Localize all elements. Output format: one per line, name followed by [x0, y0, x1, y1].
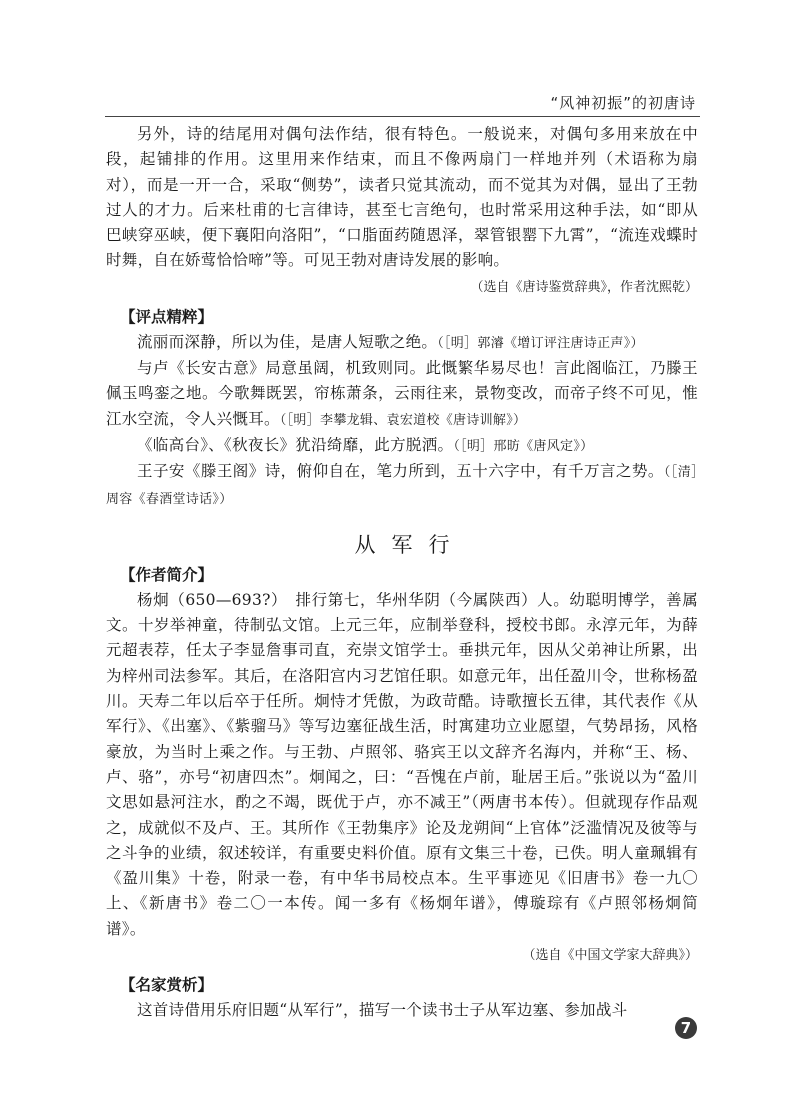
appreciation-heading: 【名家赏析】	[120, 976, 214, 995]
review-text: 《临高台》、《秋夜长》犹沿绮靡，此方脱洒。	[137, 435, 454, 454]
review-cite: （［明］邢昉《唐风定》）	[453, 438, 594, 454]
poem-title: 从军行	[354, 532, 466, 557]
header-title: “风神初振”的初唐诗	[550, 94, 696, 112]
appreciation-paragraph: 这首诗借用乐府旧题“从军行”，描写一个读书士子从军边塞、参加战斗	[137, 1001, 628, 1020]
review-cite: （［清］周容《春酒堂诗话》）	[106, 465, 699, 507]
analysis-paragraph: 另外，诗的结尾用对偶句法作结，很有特色。一般说来，对偶句多用来放在中段，起铺排的作用。这里用来作结束，而且不像两扇门一样地并列（术语称为扇对），而是一开一合，采取“侧势”，读者只觉其流动，而不觉其为对偶，显出了王勃过人的才力。后来杜甫的七言律诗，甚至七言绝句，也时常采用这种手法，如“即从巴峡穿巫峡，便下襄阳向洛阳”，“口脂面药随恩泽，翠管银罂下九霄”，“流连戏蝶时时舞，自在娇莺恰恰啼”等。可见王勃对唐诗发展的影响。	[106, 125, 698, 270]
review-text: 与卢《长安古意》局意虽阔，机致则同。此慨繁华易尽也！言此阁临江，乃滕王佩玉鸣銮之地。今歌舞既罢，帘栋萧条，云雨往来，景物变改，而帝子终不可见，惟江水空流，令人兴慨耳。	[106, 359, 698, 428]
review-heading: 【评点精粹】	[120, 307, 214, 326]
review-item	[106, 433, 698, 459]
running-header	[105, 92, 700, 117]
author-source: （选自《中国文学家大辞典》）	[522, 948, 698, 964]
review-cite: （［明］李攀龙辑、袁宏道校《唐诗训解》）	[279, 412, 527, 428]
analysis-source: （选自《唐诗鉴赏辞典》，作者沈熙乾）	[470, 279, 698, 295]
review-item	[106, 330, 698, 356]
author-bio: 杨炯（650—693?） 排行第七，华州华阴（今属陕西）人。幼聪明博学，善属文。十岁举神童，待制弘文馆。上元三年，应制举登科，授校书郎。永淳元年，为薛元超表荐，任太子李显詹事司直，充崇文馆学士。垂拱元年，因从父弟神让所累，出为梓州司法参军。其后，在洛阳宫内习艺馆任职。如意元年，出任盈川令，世称杨盈川。天寿二年以后卒于任所。炯恃才凭傲，为政苛酷。诗歌擅长五律，其代表作《从军行》、《出塞》、《紫骝马》等写边塞征战生活，时寓建功立业愿望，气势昂扬，风格豪放，为当时上乘之作。与王勃、卢照邻、骆宾王以文辞齐名海内，并称“王、杨、卢、骆”，亦号“初唐四杰”。炯闻之，曰：“吾愧在卢前，耻居王后。”张说以为“盈川文思如悬河注水，酌之不竭，既优于卢，亦不减王”（两唐书本传）。但就现存作品观之，成就似不及卢、王。其所作《王勃集序》论及龙朔间“上官体”泛滥情况及彼等与之斗争的业绩，叙述较详，有重要史料价值。原有文集三十卷，已佚。明人童珮辑有《盈川集》十卷，附录一卷，有中华书局校点本。生平事迹见《旧唐书》卷一九〇上、《新唐书》卷二〇一本传。闻一多有《杨炯年谱》，傅璇琮有《卢照邻杨炯简谱》。	[106, 590, 698, 938]
review-item	[106, 459, 698, 512]
page-number: 7	[675, 1017, 697, 1039]
review-text: 流丽而深静，所以为佳，是唐人短歌之绝。	[137, 332, 438, 351]
review-text: 王子安《滕王阁》诗，俯仰自在，笔力所到，五十六字中，有千万言之势。	[137, 462, 664, 481]
page-body	[106, 122, 698, 1023]
review-item	[106, 356, 698, 433]
review-cite: （［明］郭濬《增订评注唐诗正声》）	[437, 335, 644, 351]
author-heading: 【作者简介】	[120, 565, 214, 584]
